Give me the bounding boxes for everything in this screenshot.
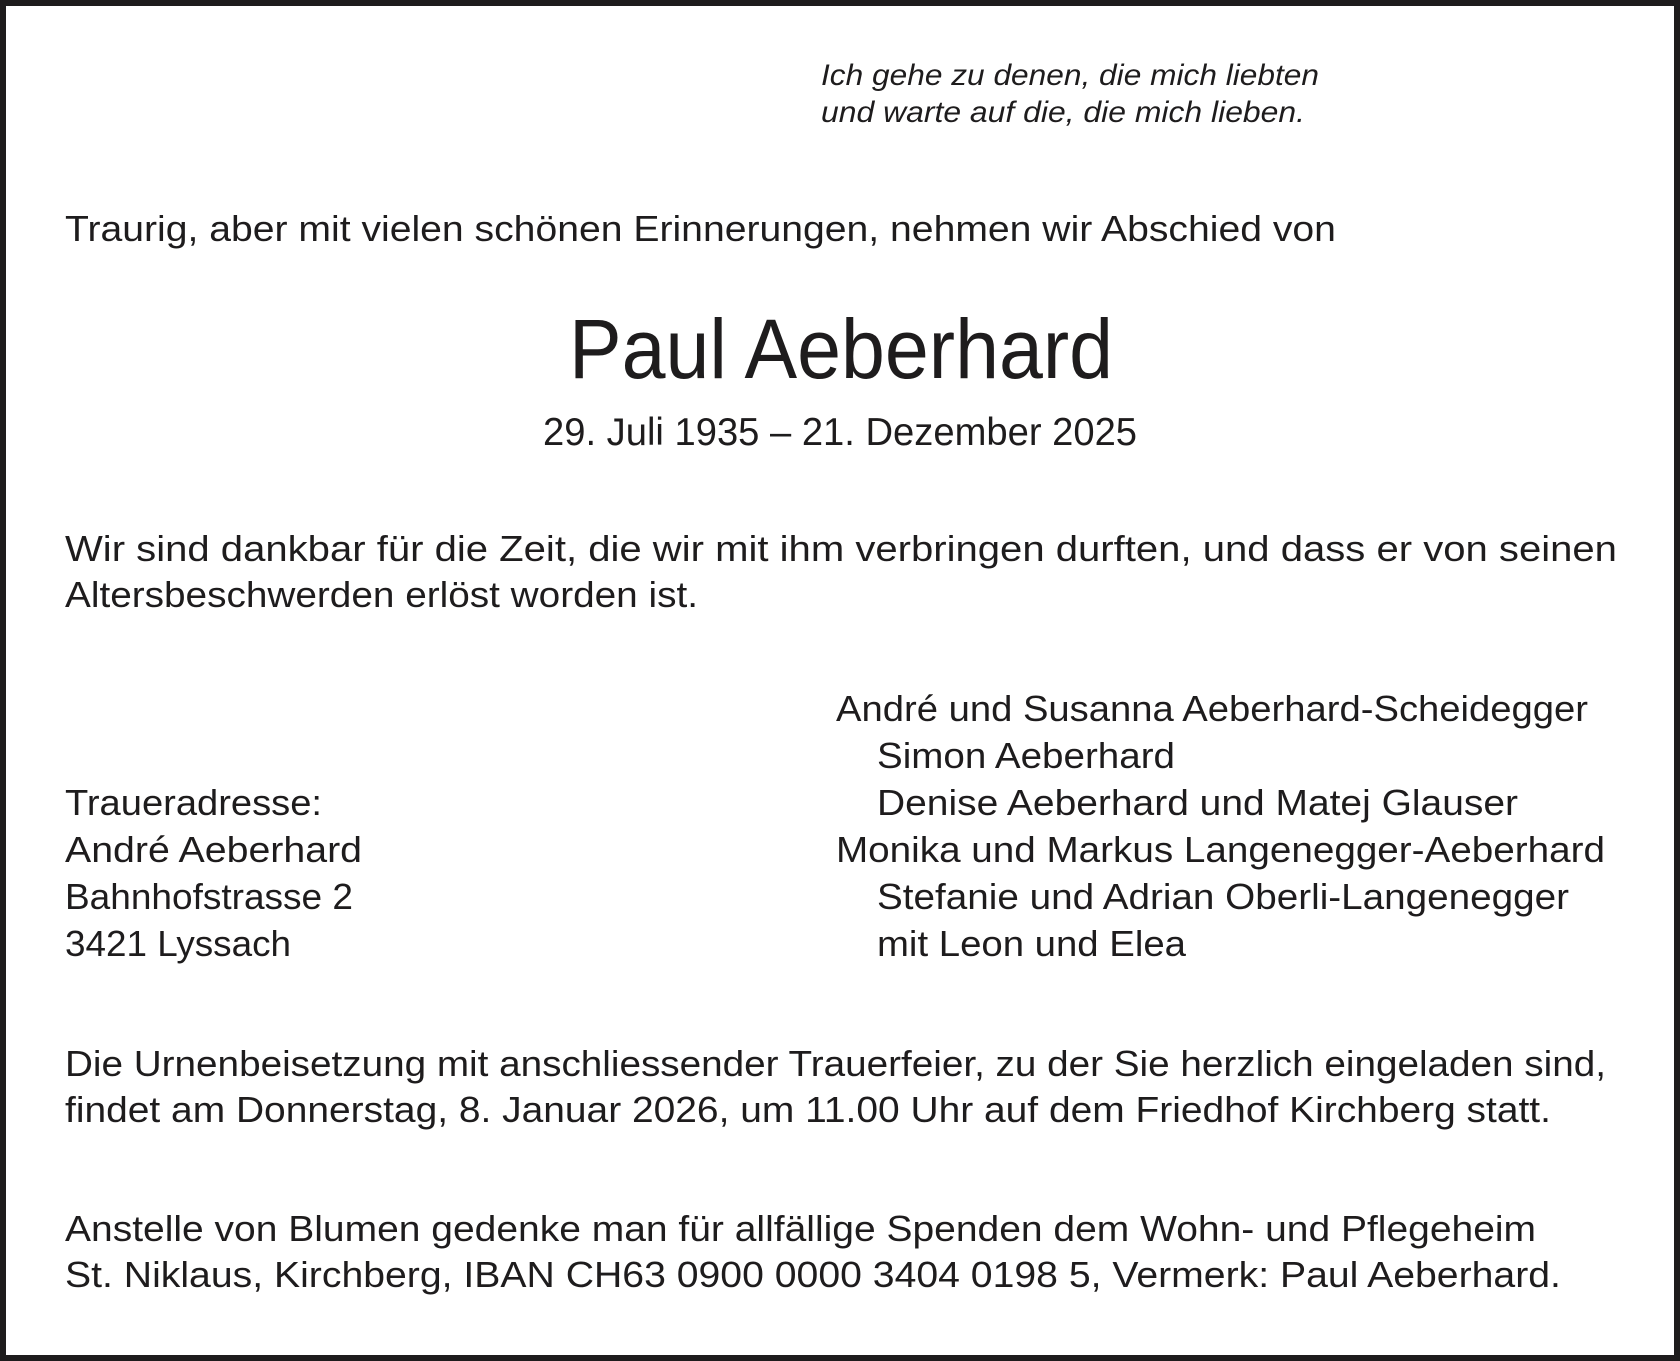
- deceased-name: Paul Aeberhard: [569, 301, 1114, 396]
- ceremony-line-1: Die Urnenbeisetzung mit anschliessender Trauerfeier, zu der Sie herzlich eingeladen sind,: [65, 1043, 1606, 1085]
- mourning-address-name: André Aeberhard: [65, 829, 363, 871]
- family-member-4: Monika und Markus Langenegger-Aeberhard: [836, 829, 1605, 871]
- donation-line-2: St. Niklaus, Kirchberg, IBAN CH63 0900 0000 3404 0198 5, Vermerk: Paul Aeberhard.: [65, 1254, 1561, 1296]
- family-member-3: Denise Aeberhard und Matej Glauser: [877, 782, 1518, 824]
- gratitude-line-1: Wir sind dankbar für die Zeit, die wir mit ihm verbringen durften, und dass er von seinen: [65, 528, 1617, 570]
- family-member-6: mit Leon und Elea: [877, 923, 1187, 965]
- ceremony-line-2: findet am Donnerstag, 8. Januar 2026, um 11.00 Uhr auf dem Friedhof Kirchberg statt.: [65, 1089, 1551, 1131]
- life-dates: 29. Juli 1935 – 21. Dezember 2025: [543, 411, 1138, 455]
- gratitude-line-2: Altersbeschwerden erlöst worden ist.: [65, 574, 698, 616]
- quote-line-1: Ich gehe zu denen, die mich liebten: [821, 59, 1320, 93]
- family-member-2: Simon Aeberhard: [877, 735, 1175, 777]
- intro-text: Traurig, aber mit vielen schönen Erinnerungen, nehmen wir Abschied von: [65, 208, 1336, 250]
- mourning-address-street: Bahnhofstrasse 2: [65, 876, 354, 918]
- family-member-1: André und Susanna Aeberhard-Scheidegger: [836, 688, 1589, 730]
- donation-line-1: Anstelle von Blumen gedenke man für allfällige Spenden dem Wohn- und Pflegeheim: [65, 1208, 1537, 1250]
- mourning-address-label: Traueradresse:: [65, 782, 323, 824]
- mourning-address-city: 3421 Lyssach: [65, 923, 291, 965]
- family-member-5: Stefanie und Adrian Oberli-Langenegger: [877, 876, 1570, 918]
- quote-line-2: und warte auf die, die mich lieben.: [821, 96, 1306, 130]
